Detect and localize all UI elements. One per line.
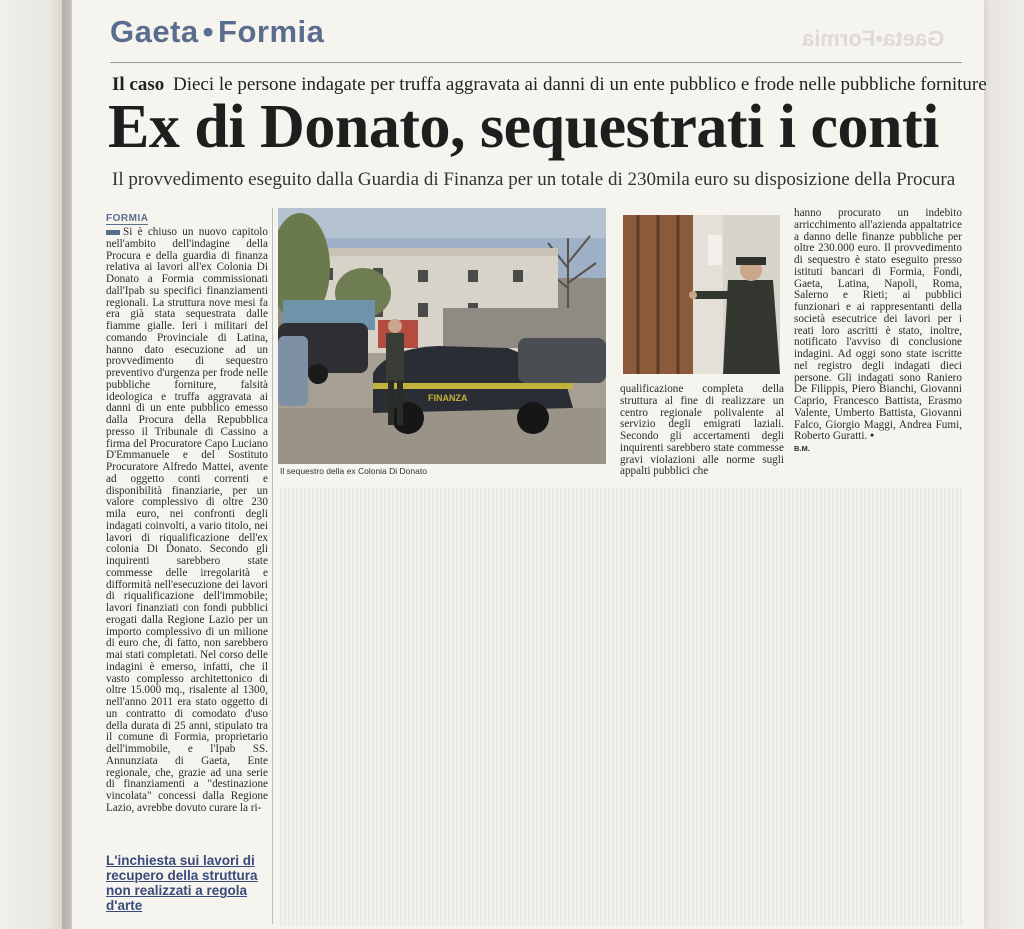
article-col1-text: Si è chiuso un nuovo capitolo nell'ambito dell'indagine della Procura e della guardia di finanza relativa ai lavori all'ex Colonia Di Donato a Formia commissionati dall'Ipab su specifici finanziamenti regionali. La struttura nove mesi fa era già stata sequestrata dalle fiamme gialle. Ieri i militari del comando Provinciale di Latina, hanno dato esecuzione ad un provvedimento di sequestro preventivo d'urgenza per frode nelle pubbliche forniture, falsità ideologica e truffa aggravata ai danni di un ente pubblico emesso dalla Procura della Repubblica presso il Tribunale di Cassino a firma del Procuratore Capo Luciano D'Emmanuele e del Sostituto Procuratore Alfredo Mattei, avente ad oggetto conti correnti e disponibilità finanziarie, per un valore complessivo di oltre 230 mila euro, nei confronti degli indagati coinvolti, a vario titolo, nei lavori di riqualificazione dell'ex colonia Di Donato. Secondo gli inquirenti sarebbero state commesse delle irregolarità e difformità nell'esecuzione dei lavori di riqualificazione dell'immobile; lavori finanziati con fondi pubblici erogati dalla Regione Lazio per un importo complessivo di un milione di euro che, di fatto, non sarebbero mai stati completati. Nel corso delle indagini è emerso, infatti, che il vasto complesso architettonico di oltre 15.000 mq., risalente al 1300, nell'anno 2011 era stato oggetto di un contratto di comodato d'uso della durata di 25 anni, stipulato tra il comune di Formia, proprietario dell'immobile, e l'Ipab SS. Annunziata di Gaeta, Ente regionale, che, grazie ad una serie di finanziamenti a "destinazione vincolata" concessi dalla Regione Lazio, avrebbe dovuto curare la ri- [106,227,268,814]
section-right: Formia [218,14,325,49]
article-body-col3 [794,208,962,480]
pull-quote: L'inchiesta sui lavori di recupero della struttura non realizzati a regola d'arte [106,853,258,913]
photo-caption: Il sequestro della ex Colonia Di Donato [280,466,427,476]
kicker-text: Dieci le persone indagate per truffa aggravata ai danni di un ente pubblico e frode nelle pubbliche forniture [173,74,987,95]
section-left: Gaeta [110,14,199,49]
photo-officer-door [623,215,780,374]
show-through-section-right: Formia [801,26,876,51]
article-column-1 [106,208,268,926]
column-rule [272,208,273,924]
subheadline: Il provvedimento eseguito dalla Guardia di Finanza per un totale di 230mila euro su disposizione della Procura [112,169,956,190]
photo-officer-illustration [623,215,780,374]
show-through-header [802,26,944,52]
article-body-col2: qualificazione completa della struttura al fine di realizzare un centro regionale polivalente al servizio degli emigrati laziali. Secondo gli accertamenti degli inquirenti sarebbero state commesse gravi violazioni alle norme sugli appalti pubblici che [620,384,784,478]
article-body-col1 [106,227,268,843]
car-finanza-label: FINANZA [428,393,468,403]
newspaper-page [72,0,987,929]
dateline: FORMIA [106,213,149,224]
kicker-label: Il caso [112,74,165,95]
end-mark: • [870,430,875,443]
lead-marker [106,230,120,235]
photo-colonia-illustration [278,208,606,464]
section-header [110,14,324,50]
headline: Ex di Donato, sequestrati i conti [108,93,939,161]
photo-colonia-seizure [278,208,606,464]
binder-left-page [0,0,70,929]
section-separator: • [202,14,215,49]
header-rule [110,62,962,63]
show-through-section-left: Gaeta [882,26,944,51]
author-signature: B.M. [794,444,810,453]
article-col3-text: hanno procurato un indebito arricchimento all'azienda appaltatrice a danno delle finanze pubbliche per oltre 230.000 euro. Il provvedimento di sequestro è stato eseguito presso istituti bancari di Formia, Fondi, Gaeta, Latina, Napoli, Roma, Salerno e Rieti; ai pubblici funzionari e ai rappresentanti della società esecutrice dei lavori per i reati loro ascritti è stato, inoltre, notificato l'avviso di conclusione indagini. Ad oggi sono state iscritte nel registro degli indagati dieci persone. Gli indagati sono Raniero De Filippis, Piero Bianchi, Giovanni Caprio, Francesco Battista, Erasmo Valente, Umberto Battista, Giovanni Falco, Giorgio Maggi, Andrea Fumi, Roberto Guratti. [794,208,962,443]
blank-redacted-area [278,488,962,926]
show-through-separator: • [875,26,883,51]
